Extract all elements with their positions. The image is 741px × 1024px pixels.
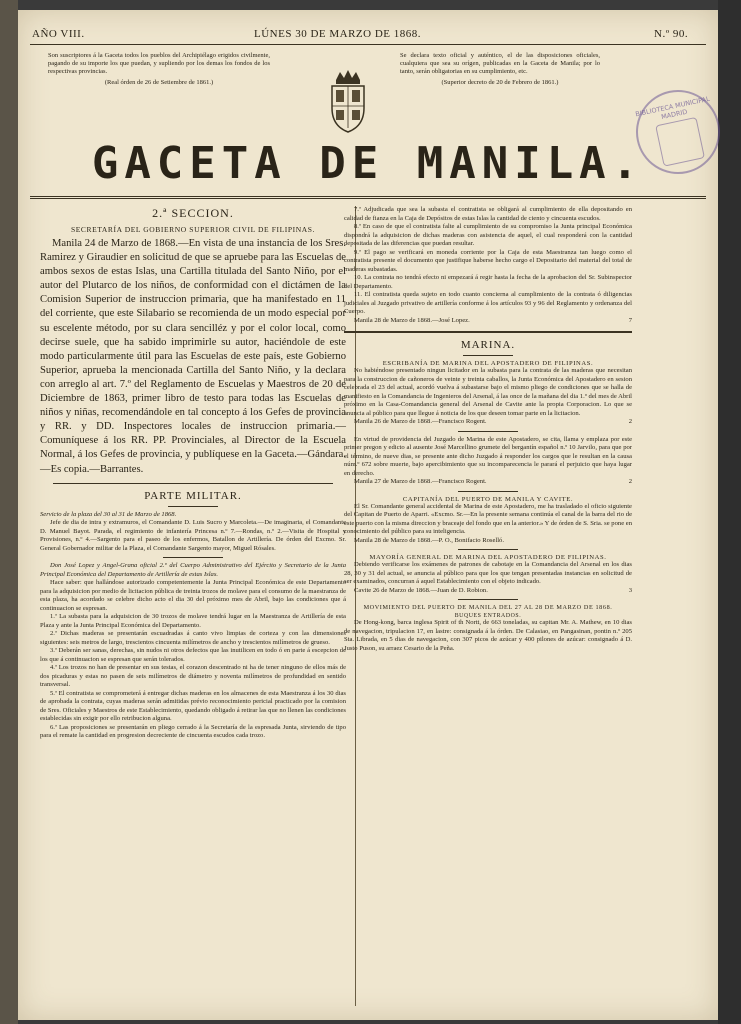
official-intro: Don José Lopez y Angel-Grana oficial 2.º del Cuerpo Administrativo del Ejército y Secretario de la Junta Principal Económica del Departamento de Artillería de estas Islas. — [40, 562, 346, 578]
service-text: Jefe de dia de intra y extramuros, el Comandante D. Luis Sucro y Marcoleta.—De imaginaria, el Comandante D. Manuel Bayot. Parada, el regimiento de infantería Princesa n.º 7.—Rondas, n.º 2.—Visita de Hospital y Provisiones, n.º 4.—Sargento para el paseo de los enfermos, Batallon de Artillería. De órden del Excmo. Sr. General Gobernador militar de la Plaza, el Comandante Sargento mayor, Miguel Rósales. — [40, 519, 346, 552]
escribania-text: No habiéndose presentado ningun licitador en la subasta para la contrata de las maderas que necesitan para la construccion de cañoneros de veinte y treinta caballos, la Junta Económica del Apostadero en sesion celebrada el 23 del actual, acordó vuelva á subastarse bajo el mismo pliego de condiciones que se halla de manifiesto en la Comandancia de Ingenieros del Arsenal, á las once de la mañana del dia 1.º del mes de Abril próximo en la Casa-Comandancia general del Arsenal de Cavite ante la propia Corporacion. Lo que se anuncia al público para que llegue á noticia de los que deseen tomar parte en la licitacion. — [344, 367, 632, 417]
condition-item: 1.ª La subasta para la adquisicion de 30 trozos de molave tendrá lugar en la Maestranza de Artillería de esta Plaza y ante la Junta Principal Económica del Departamento. — [40, 613, 346, 629]
signature-line: Cavite 26 de Marzo de 1868.—Juan de D. Robion. 3 — [354, 586, 632, 594]
signature-line: Manila 26 de Marzo de 1868.—Francisco Rogent. 2 — [354, 418, 632, 425]
condition-item: 8.ª En caso de que el contratista falte al cumplimiento de su compromiso la Junta principal Económica dispondrá la adquisicion de dichas maderas con asistencia de aquel, el cual responderá con la cantidad depositada de las diferencias que puedan resultar. — [344, 223, 632, 247]
signature-line: Manila 27 de Marzo de 1868.—Francisco Rogent. 2 — [354, 478, 632, 485]
issue-number: N.º 90. — [654, 28, 689, 40]
capitania-text: El Sr. Comandante general accidental de Marina de este Apostadero, me ha trasladado el oficio siguiente del Capitan de Puerto de Aparri. «Excmo. Sr.—En la presente semana continúa el canal de la barra del rio de este puerto con la misma direccion y braceaje del fondo que en la anterior.» Y de órden de S. Sria. se pone en conocimiento del público para su inteligencia. — [344, 502, 632, 535]
date-label: LÚNES 30 DE MARZO DE 1868. — [254, 28, 421, 40]
condition-item: 2.ª Dichas maderas se presentarán escuadradas á canto vivo limpias de corteza y con las dimensiones siguientes: seis metros de largo, trescientos cincuenta milímetros de ancho y trescientos milímetros de grueso. — [40, 630, 346, 646]
buques-heading: BUQUES ENTRADOS. — [454, 613, 522, 619]
escribania-heading: ESCRIBANÍA DE MARINA DEL APOSTADERO DE FILIPINAS. — [382, 360, 594, 367]
military-heading: PARTE MILITAR. — [144, 489, 242, 502]
signature-line: Manila 28 de Marzo de 1868.—José Lopez. 7 — [354, 316, 632, 324]
condition-item: 11. El contratista queda sujeto en todo cuanto concierna al cumplimiento de la contrata ó diligencias judiciales al Juzgado privativo de artillería conforme á los artículos 93 y 96 del Reglamento y ordenanza del Cuerpo. — [344, 291, 632, 315]
condition-item: 3.ª Deberán ser sanas, derechas, sin nudos ni otros defectos que las inutilicen en todo ó en parte á escepcion de los que á continuacion se espresan que serán tolerados. — [40, 647, 346, 663]
capitania-heading: CAPITANÍA DEL PUERTO DE MANILA Y CAVITE. — [402, 495, 574, 503]
juzgado-text: En virtud de providencia del Juzgado de Marina de este Apostadero, se cita, llama y emplaza por este primer pregon y edicto al ausente José Marcellino grumete del bergantín español n.º 10 Jarvilo, para que por el término, de nueve dias, se presente ante dicho Juzgado á responder los cargos que le resultan en la causa núm.º 672 sobre muerte, bajo apercibimiento que su incomparecencia le parará el perjuicio que haya lugar en derecho. — [344, 435, 632, 477]
service-date: Servicio de la plaza del 30 al 31 de Marzo de 1868. — [40, 510, 177, 518]
buques-text: De Hong-kong, barca inglesa Spirit of th Nortt, de 663 toneladas, su capitan Mr. A. Mathew, en 10 dias de navegacion, tripulacion 17, en lastre: consignada á la órden. De Calasiao, en Pangasinan, pontin n.º 205 Sta. Librada, en 5 dias de navegacion, con 307 picos de azúcar y 400 pilones de azúcar: consignado á D. Justo Puson, su arraez Cesario de la Peña. — [344, 619, 632, 652]
newspaper-title: GACETA DE MANILA. — [91, 138, 645, 189]
library-stamp: BIBLIOTECA MUNICIPAL MADRID — [628, 82, 728, 182]
signature-line: Manila 28 de Marzo de 1868.—P. O., Bonifacio Roselló. — [354, 536, 504, 544]
official-text-notice: Se declara texto oficial y auténtico, el de las disposiciones oficiales, cualquiera que sea su orígen, publicadas en la Gaceta de Manila; por lo tanto, serán obligatorias en su cumplimiento, etc. (Superior decreto de 20 de Febrero de 1861.) — [400, 52, 600, 86]
secretaria-heading: SECRETARÍA DEL GOBIERNO SUPERIOR CIVIL DE FILIPINAS. — [70, 225, 315, 234]
header-rule — [30, 44, 706, 45]
royal-crest-icon — [326, 68, 370, 136]
right-column — [344, 206, 632, 653]
year-label: AÑO VIII. — [32, 28, 85, 40]
condition-item: 10. La contrata no tendrá efecto ni empezará á regir hasta la fecha de la aprobacion del Sr. Subinspector del Departamento. — [344, 274, 632, 290]
subasta-notice: Hace saber: que hallándose autorizado competentemente la Junta Principal Económica de este Departamento para la adquisicion por medio de licitacion pública de treinta trozos de molave para el consumo de la maestranza de esta plaza, ha acordado se celebre dicho acto el dia 30 del próximo mes de Abril, bajo las condiciones que á continuacion se espresan. — [40, 579, 346, 612]
newspaper-page — [18, 10, 718, 1020]
condition-item: 7.ª Adjudicada que sea la subasta el contratista se obligará al cumplimiento de ella depositando en calidad de fianza en la Caja de Depósitos de estas Islas la cantidad de ciento y cincuenta escudos. — [344, 206, 632, 222]
condition-item: 9.ª El pago se verificará en moneda corriente por la Caja de esta Maestranza tan luego como el contratista presente el documento que justifique haberse hecho cargo el Depositario del material del total de maderas subastadas. — [344, 248, 632, 273]
condition-item: 6.ª Las proposiciones se presentarán en pliego cerrado á la Secretaría de la espresada Junta, sirviendo de tipo para el remate la cantidad en progresion decreciente de cincuenta escudos cada trozo. — [40, 723, 346, 740]
movimiento-heading: MOVIMIENTO DEL PUERTO DE MANILA DEL 27 AL 28 DE MARZO DE 1868. — [363, 604, 613, 611]
page-binding-edge — [0, 0, 18, 1024]
condition-item: 4.ª Los trozos no han de presentar en sus testas, el corazon descentrado ni ha de tener ninguno de ellos más de dos picaduras y estas no pasen de seis milímetros de diámetro y noventa milímetros de profundidad en sentido transversal. — [40, 664, 346, 689]
mayoria-text: Debiendo verificarse los exámenes de patrones de cabotaje en la Comandancia del Arsenal en los dias 28, 30 y 31 del actual, se anuncia al público para que los que tengan presentadas instancias en solicitud de ser examinados, concurran á aquel Establecimiento con el objeto indicado. — [344, 561, 632, 585]
subscription-notice: Son suscriptores á la Gaceta todos los pueblos del Archipiélago erigidos civilmente, pagando de su importe los que puedan, y supliendo por los demas los fondos de los respectivas provincias. (Real órden de 26 de Setiembre de 1861.) — [48, 52, 270, 86]
decree-text: Manila 24 de Marzo de 1868.—En vista de una instancia de los Sres. Ramirez y Giraudier en solicitud de que se apruebe para las Escuelas de ambos sexos de estas Islas, una Cartilla titulada del Santo Niño, por el autor del Plutarco de los niños, de conformidad con el dictámen de la Comision Superior de instruccion primaria, que ha manifestado en 11 del corriente, que este Silabario se recomienda de un modo especial por su escelente método, por su clara sencilléz y por el color local, como decirse suele, que ha sabido imprimirle su autor, haciéndole de este modo particularmente útil para las Escuelas de este país, este Gobierno Superior, aprueba la mencionada Cartilla del Santo Niño, y la declara con arreglo al art. 7.º del Reglamento de Escuelas y Maestros de 20 de Diciembre de 1863, primer libro de testo para todas las Escuelas de niños y niñas, recomendándole en tal concepto á los Gefes de provincia y RR. y DD. Inspectores locales de instruccion primaria.—Comuníquese á los RR. PP. Provinciales, al Director de la Escuela Normal, á los Gefes de provincia, y publíquese en la Gaceta.—Gándara.—Es copia.—Barrantes. — [40, 238, 346, 475]
mayoria-heading: MAYORÍA GENERAL DE MARINA DEL APOSTADERO DE FILIPINAS. — [369, 554, 607, 561]
section-heading: 2.ª SECCION. — [152, 206, 234, 220]
title-rule — [30, 196, 706, 199]
condition-item: 5.ª El contratista se comprometerá á entregar dichas maderas en los almacenes de esta Maestranza á los 30 dias de aprobada la contrata, cuyas maderas serán admitidas prévio reconocimiento pericial practicado por la comision de Sres. Oficiales y Maestros de este Establecimiento, quedando obligado á retirar las que no llenen las condiciones establecidas sin exigir por ello retribucion alguna. — [40, 689, 346, 723]
left-column — [40, 206, 346, 741]
marina-heading: MARINA. — [460, 339, 516, 351]
